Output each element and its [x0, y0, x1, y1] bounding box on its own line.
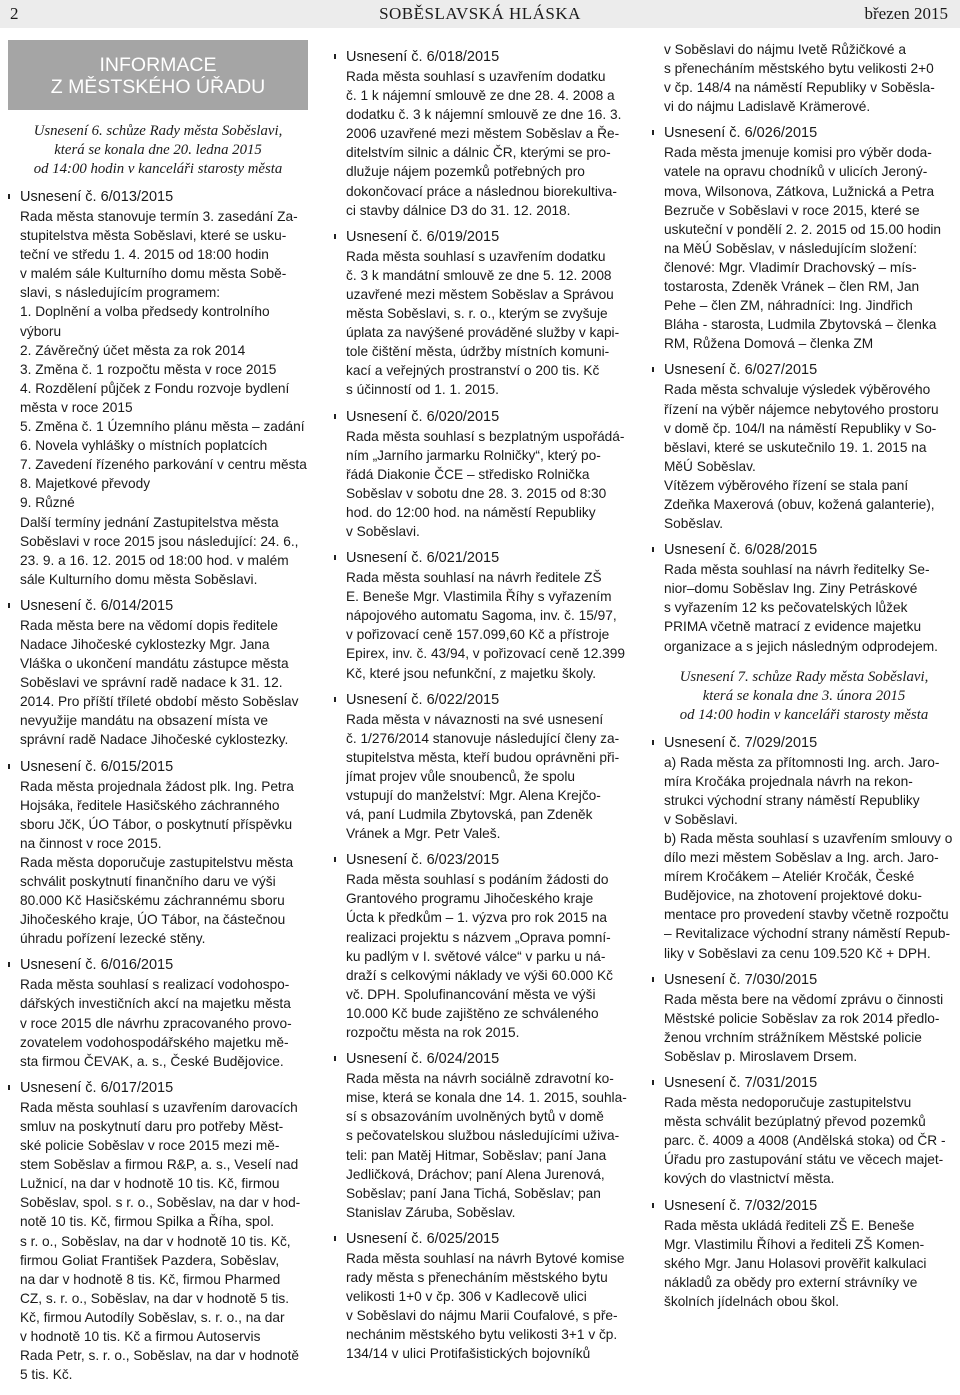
resolution-heading: Usnesení č. 6/028/2015 — [652, 541, 956, 560]
text-line: kových do vlastnictví města. — [664, 1171, 835, 1187]
text-line: Rada města nedoporučuje zastupitelstvu — [664, 1095, 912, 1111]
text-line: Jedličková, Dráchov; paní Alena Jurenová, — [346, 1166, 605, 1182]
text-line: Rada města bere na vědomí dopis ředitele — [20, 617, 278, 633]
text-line: Bezruče v Soběslavi v roce 2015, které se — [664, 202, 920, 218]
column-2 — [334, 40, 634, 1390]
text-line: Kč, které jsou nefunkční, z majetku školy. — [346, 665, 597, 681]
text-line: sále Kulturního domu města Soběslavi. — [20, 571, 258, 587]
text-line: 4. Rozdělení půjček z Fondu rozvoje bydlení — [20, 380, 290, 396]
text-line: 2014. Pro příští tříleté období město Soběslav — [20, 694, 299, 710]
text-line: Soběslav. — [664, 516, 724, 532]
text-line: tostarosta, Zdeněk Vránek – člen RM, Jan — [664, 279, 920, 295]
text-line: Bláha - starosta, Ludmila Zbytovská – členka — [664, 317, 937, 333]
text-line: dodatku č. 3 k nájemní smlouvě ze dne 16. 3. — [346, 107, 622, 123]
text-line: slavi, s následujícím programem: — [20, 285, 221, 301]
text-line: v hodnotě 10 tis. Kč a firmou Autoservis — [20, 1328, 261, 1344]
text-line: stupitelstva města Soběslavi, které se usku- — [20, 228, 287, 244]
text-line: Stanislav Záruba, Soběslav. — [346, 1204, 516, 1220]
resolution-text — [652, 560, 956, 655]
resolution-heading: Usnesení č. 6/021/2015 — [334, 549, 634, 568]
text-line: členové: Mgr. Vladimír Drachovský – mís- — [664, 259, 917, 275]
text-line: Kč, firmou Autodíly Soběslav, s. r. o., na dar — [20, 1309, 285, 1325]
text-line: míra Kročáka projednala návrh na rekon- — [664, 773, 913, 789]
text-line: Soběslav v sobotu dne 28. 3. 2015 od 8:30 — [346, 485, 607, 501]
resolution-text — [334, 870, 634, 1042]
text-line: uskuteční v pondělí 2. 2. 2015 od 15.00 hodin — [664, 221, 942, 237]
text-line: 10.000 Kč bude zajištěno ze schváleného — [346, 1005, 599, 1021]
text-line: nevyužije mandátu na obsazení místa ve — [20, 713, 269, 729]
text-line: uzavřené mezi městem Soběslav a Správou — [346, 286, 614, 302]
text-line: Rada města na návrh sociálně zdravotní ko- — [346, 1071, 614, 1087]
text-line: MěÚ Soběslav. — [664, 458, 756, 474]
text-line: ku padlým v I. světové válce“ v parku u ná- — [346, 948, 606, 964]
resolution-heading: Usnesení č. 7/029/2015 — [652, 734, 956, 753]
text-line: s pečovatelskou službou následujícími uživa- — [346, 1128, 620, 1144]
text-line: Rada města souhlasí s bezplatným uspořádá- — [346, 428, 625, 444]
text-line: E. Beneše Mgr. Vlastimila Říhy s vyřazením — [346, 589, 612, 605]
section-banner — [8, 40, 308, 110]
text-line: Rada města souhlasí s podáním žádosti do — [346, 872, 609, 888]
text-line: Městské policie Soběslav za rok 2014 předlo- — [664, 1010, 940, 1026]
text-line: 134/14 v ulici Protifašistických bojovníků — [346, 1346, 591, 1362]
text-line: liky v Soběslavi za cenu 109.520 Kč + DPH. — [664, 945, 931, 961]
text-line: nákladů za obědy pro externí strávníky ve — [664, 1274, 918, 1290]
text-line: Soběslav p. Miroslavem Drsem. — [664, 1048, 858, 1064]
text-line: dářských investičních akcí na majetku města — [20, 996, 291, 1012]
text-line: s vyřazením 12 ks pečovatelských lůžek — [664, 600, 908, 616]
banner-line-2: Z MĚSTSKÉHO ÚŘADU — [50, 76, 266, 98]
text-line: Rada města doporučuje zastupitelstvu města — [20, 854, 294, 870]
text-line: – Revitalizace východní strany náměstí Repub- — [664, 926, 951, 942]
text-line: PRIMA včetně matrací z evidence majetku — [664, 619, 922, 635]
text-line: Rada města souhlasí s realizací vodohospo- — [20, 977, 290, 993]
text-line: 9. Různé — [20, 495, 75, 511]
text-line: správní radě Nadace Jihočeské cyklostezky. — [20, 732, 289, 748]
text-line: 5. Změna č. 1 Územního plánu města – zadání — [20, 419, 305, 435]
text-line: Úcta k předkům – 1. výzva pro rok 2015 na — [346, 910, 607, 926]
resolution-text — [652, 753, 956, 963]
resolution-text — [652, 990, 956, 1066]
text-line: Hojsáka, ředitele Hasičského záchranného — [20, 797, 280, 813]
resolution-text — [334, 247, 634, 400]
resolution-text — [8, 1098, 308, 1384]
text-line: od 14:00 hodin v kanceláři starosty města — [33, 161, 283, 177]
text-line: v čp. 148/4 na náměstí Republiky v Soběsla- — [664, 80, 935, 96]
resolution-text — [652, 40, 956, 116]
resolution-text — [334, 710, 634, 844]
text-line: Rada města v návaznosti na své usnesení — [346, 711, 604, 727]
text-line: realizaci projektu s názvem „Oprava pomní- — [346, 929, 611, 945]
resolution-text — [8, 777, 308, 949]
text-line: Další termíny jednání Zastupitelstva města — [20, 514, 279, 530]
resolution-text — [652, 380, 956, 533]
text-line: vstupují do manželství: Mgr. Alena Krejčo- — [346, 788, 601, 803]
text-line: Soběslav, spol. s r. o., Soběslav, na dar v hod- — [20, 1195, 301, 1211]
text-line: rozpočtu města na rok 2015. — [346, 1025, 520, 1041]
newspaper-title: SOBĚSLAVSKÁ HLÁSKA — [379, 4, 581, 23]
text-line: v Soběslavi do nájmu Ivetě Růžičkové a — [664, 42, 906, 57]
resolution-heading: Usnesení č. 6/027/2015 — [652, 361, 956, 380]
text-line: s účinností od 1. 1. 2015. — [346, 382, 499, 398]
meeting-title — [8, 122, 308, 179]
text-line: mise, která se konala dne 14. 1. 2015, souhla- — [346, 1090, 627, 1106]
text-line: úhradu pořízení lezecké stěny. — [20, 931, 206, 947]
text-line: draží s celkovými náklady ve výši 60.000 Kč — [346, 967, 614, 983]
text-line: schválit poskytnutí finančního daru ve výši — [20, 874, 276, 889]
text-line: ním „Jarního jarmarku Rolničky“, který po- — [346, 447, 601, 463]
resolution-text — [334, 1069, 634, 1222]
text-line: 23. 9. a 16. 12. 2015 od 18:00 hod. v malém — [20, 552, 289, 568]
text-line: s přenecháním městského bytu velikosti 2+0 — [664, 61, 934, 77]
text-line: sboru JčK, ÚO Tábor, o poskytnutí příspěvku — [20, 816, 293, 832]
text-line: dokončovací práce a následnou biorekultiva- — [346, 183, 617, 199]
text-line: od 14:00 hodin v kanceláři starosty města — [679, 706, 929, 723]
resolution-text — [652, 1093, 956, 1188]
resolution-heading: Usnesení č. 6/015/2015 — [8, 758, 308, 777]
text-line: Usnesení 6. schůze Rady města Soběslavi, — [33, 123, 283, 139]
resolution-heading: Usnesení č. 6/023/2015 — [334, 851, 634, 870]
page-header — [0, 0, 960, 28]
column-1 — [8, 40, 308, 1390]
text-line: Rada města bere na vědomí zprávu o činnosti — [664, 991, 944, 1007]
text-line: Budějovice, na zhotovení projektové doku- — [664, 888, 922, 904]
text-line: ského Mgr. Janu Holasovi prověřit kalkulaci — [664, 1255, 927, 1271]
text-line: dlužuje nájem pozemků potřebných pro — [346, 164, 585, 180]
resolution-text — [652, 143, 956, 353]
text-line: Soběslav; paní Jana Tichá, Soběslav; pan — [346, 1185, 601, 1201]
text-line: Úřadu pro zastupování státu ve věcech majet- — [664, 1152, 944, 1168]
text-line: 80.000 Kč Hasičskému záchrannému sboru — [20, 893, 285, 909]
text-line: b) Rada města souhlasí s uzavřením smlouvy o — [664, 831, 953, 846]
text-line: zovatelem vodohospodářského majetku mě- — [20, 1034, 289, 1050]
text-line: města Soběslavi, s. r. o., kterým se zvyšuje — [346, 306, 608, 322]
text-line: ci stavby dálnice D3 do 31. 12. 2018. — [346, 202, 571, 218]
text-line: vá, paní Ludmila Zbytovská, pan Zdeněk — [346, 807, 593, 823]
text-line: organizace a s jejich následným odprodejem. — [664, 638, 938, 654]
resolution-heading: Usnesení č. 6/019/2015 — [334, 228, 634, 247]
meeting-title — [652, 668, 956, 725]
resolution-heading: Usnesení č. 6/022/2015 — [334, 691, 634, 710]
text-line: Epirex, inv. č. 43/94, v pořizovací ceně 12.399 — [346, 646, 625, 662]
text-line: č. 1/276/2014 stanovuje následující členy za- — [346, 730, 620, 746]
resolution-heading: Usnesení č. 6/017/2015 — [8, 1079, 308, 1098]
issue-date: březen 2015 — [864, 4, 948, 23]
text-line: v Soběslavi. — [346, 523, 420, 539]
text-line: smluv na poskytnutí daru pro potřeby Měst- — [20, 1118, 284, 1134]
text-line: Rada města ukládá řediteli ZŠ E. Beneše — [664, 1217, 915, 1233]
text-line: úplata za navýšené prováděné služby v kapi- — [346, 325, 620, 341]
text-line: na MěÚ Soběslav, v následujícím složení: — [664, 240, 918, 256]
text-line: Soběslavi v roce 2015 jsou následující: 24. 6., — [20, 533, 299, 549]
resolution-heading: Usnesení č. 6/018/2015 — [334, 48, 634, 67]
text-line: Rada města souhlasí s uzavřením dodatku — [346, 248, 606, 264]
text-line: a) Rada města za přítomnosti Ing. arch. Jaro- — [664, 754, 940, 770]
text-line: Rada města souhlasí na návrh Bytové komise — [346, 1250, 625, 1266]
text-line: 6. Novela vyhlášky o místních poplatcích — [20, 438, 268, 454]
text-line: Rada města souhlasí s uzavřením darovacích — [20, 1099, 298, 1115]
resolution-text — [8, 975, 308, 1070]
text-line: dílo mezi městem Soběslav a Ing. arch. Jaro- — [664, 850, 939, 866]
text-line: města schválit bezúplatný převod pozemků — [664, 1114, 926, 1130]
text-line: Rada města jmenuje komisi pro výběr doda- — [664, 145, 932, 161]
text-line: v Soběslavi. — [664, 811, 738, 827]
text-line: řádá Diakonie ČCE – středisko Rolnička — [346, 466, 590, 482]
resolution-heading: Usnesení č. 6/014/2015 — [8, 597, 308, 616]
text-line: Zdeňka Maxerová (obuv, kožená galanterie), — [664, 496, 935, 512]
text-line: notě 10 tis. Kč, firmou Spilka a Říha, spol. — [20, 1214, 275, 1230]
text-line: ské policie Soběslav v roce 2015 mezi mě- — [20, 1138, 280, 1154]
text-line: rady města s přenecháním městského bytu — [346, 1269, 608, 1285]
resolution-text — [334, 427, 634, 542]
text-line: Rada Petr, s. r. o., Soběslav, na dar v hodnotě — [20, 1348, 299, 1364]
resolution-heading: Usnesení č. 6/024/2015 — [334, 1050, 634, 1069]
text-line: vatele na opravu chodníků v ulicích Jeroný- — [664, 164, 928, 180]
text-line: teli: pan Matěj Hitmar, Soběslav; paní Jana — [346, 1147, 607, 1163]
text-line: běslavi, které se uskutečnilo 19. 1. 2015 na — [664, 439, 927, 455]
text-line: ženou vrchním strážníkem Městské policie — [664, 1029, 922, 1045]
text-line: která se konala dne 20. ledna 2015 — [54, 142, 262, 158]
text-line: mírem Kročákem – Ateliér Kročák, České — [664, 869, 915, 885]
text-line: Lužnicí, na dar v hodnotě 10 tis. Kč, firmou — [20, 1176, 280, 1192]
text-line: mova, Wilsonova, Zátkova, Lužnická a Petra — [664, 183, 935, 199]
text-line: mentace pro provedení stavby včetně rozpočtu — [664, 907, 949, 923]
text-line: firmou Goliat František Pazdera, Soběslav, — [20, 1252, 280, 1268]
text-line: v Soběslavi do nájmu Marii Coufalové, s pře- — [346, 1308, 618, 1324]
text-line: v roce 2015 dle návrhu zpracovaného provo- — [20, 1015, 292, 1031]
text-line: velikosti 1+0 v čp. 306 v Kadlecově ulici — [346, 1289, 587, 1305]
text-line: Soběslavi ve správní radě nadace k 31. 12. — [20, 675, 283, 691]
text-line: Jihočeského kraje, ÚO Tábor, na částečnou — [20, 912, 286, 928]
text-line: Pehe – člen ZM, náhradníci: Ing. Jindřich — [664, 298, 913, 314]
text-line: 2006 uzavřené mezi městem Soběslav a Ře- — [346, 126, 620, 142]
text-line: sta firmou ČEVAK, a. s., České Budějovice. — [20, 1053, 284, 1069]
text-line: výboru — [20, 323, 62, 339]
text-line: 7. Zavedení řízeného parkování v centru města — [20, 457, 307, 473]
resolution-heading: Usnesení č. 6/016/2015 — [8, 956, 308, 975]
text-line: která se konala dne 3. února 2015 — [702, 687, 906, 704]
text-line: s r. o., Soběslav, na dar v hodnotě 10 tis. Kč, — [20, 1233, 291, 1249]
resolution-text — [334, 67, 634, 220]
text-line: sí s obsazováním uvolněných bytů v domě — [346, 1109, 604, 1125]
text-line: Vránek a Mgr. Petr Valeš. — [346, 826, 501, 842]
page-number: 2 — [10, 4, 19, 23]
text-line: v pořizovací ceně 157.099,60 Kč a přístroje — [346, 627, 610, 643]
text-line: jímat projev vůle snoubenců, že spolu — [346, 768, 576, 784]
resolution-text — [8, 207, 308, 589]
resolution-text — [652, 1216, 956, 1311]
text-line: Rada města souhlasí na návrh ředitele ZŠ — [346, 570, 602, 586]
text-line: Rada města souhlasí na návrh ředitelky Se- — [664, 562, 930, 578]
resolution-heading: Usnesení č. 7/031/2015 — [652, 1074, 956, 1093]
column-3 — [652, 40, 956, 1390]
text-line: teční ve středu 1. 4. 2015 od 18:00 hodin — [20, 247, 269, 263]
resolution-heading: Usnesení č. 6/025/2015 — [334, 1230, 634, 1249]
text-line: č. 1 k nájemní smlouvě ze dne 28. 4. 2008 a — [346, 88, 615, 104]
text-line: tole čištění města, údržby místních komuni- — [346, 344, 610, 360]
text-line: stem Soběslav a firmou R&P, a. s., Veselí nad — [20, 1157, 299, 1173]
text-line: města v roce 2015 — [20, 399, 133, 415]
resolution-heading: Usnesení č. 7/032/2015 — [652, 1197, 956, 1216]
text-line: 8. Majetkové převody — [20, 476, 151, 492]
text-line: 5 tis. Kč. — [20, 1367, 73, 1383]
text-line: 3. Změna č. 1 rozpočtu města v roce 2015 — [20, 361, 277, 377]
text-line: 1. Doplnění a volba předsedy kontrolního — [20, 304, 270, 320]
text-line: v malém sále Kulturního domu města Sobě- — [20, 266, 287, 282]
text-line: parc. č. 4009 a 4008 (Andělská stoka) od ČR - — [664, 1133, 946, 1149]
text-line: č. 3 k mandátní smlouvě ze dne 5. 12. 2008 — [346, 267, 612, 283]
text-line: Rada města stanovuje termín 3. zasedání Za- — [20, 209, 298, 224]
text-line: nápojového automatu Sagoma, inv. č. 15/97, — [346, 608, 617, 624]
text-line: na činnost v roce 2015. — [20, 835, 162, 851]
text-line: na dar v hodnotě 8 tis. Kč, firmou Pharmed — [20, 1271, 281, 1287]
text-line: ditelstvím silnic a dálnic ČR, kterými se pro- — [346, 145, 611, 161]
resolution-text — [334, 1249, 634, 1364]
text-line: v domě čp. 104/I na náměstí Republiky v So- — [664, 420, 937, 436]
text-line: Nadace Jihočeské cyklostezky Mgr. Jana — [20, 636, 270, 652]
text-line: Rada města projednala žádost plk. Ing. Petra — [20, 778, 294, 794]
text-line: hod. do 12:00 hod. na náměstí Republiky — [346, 504, 596, 520]
text-line: Vláška o ukončení mandátu zástupce města — [20, 656, 289, 672]
text-line: Grantového programu Jihočeského kraje — [346, 891, 594, 907]
text-line: strukci východní strany náměstí Republiky — [664, 792, 920, 808]
text-line: stupitelstva města, kteří budou oprávněni při- — [346, 749, 620, 765]
text-line: nior–domu Soběslav Ing. Ziny Petráskové — [664, 581, 918, 597]
text-line: Rada města schvaluje výsledek výběrového — [664, 382, 931, 398]
resolution-text — [334, 568, 634, 683]
text-line: vč. DPH. Spolufinancování města ve výši — [346, 986, 596, 1002]
text-line: CZ, s. r. o., Soběslav, na dar v hodnotě 5 tis. — [20, 1290, 290, 1306]
text-line: 2. Závěrečný účet města za rok 2014 — [20, 342, 246, 358]
text-line: řízení na výběr nájemce nebytového prostoru — [664, 401, 939, 417]
resolution-heading: Usnesení č. 6/013/2015 — [8, 188, 308, 207]
text-line: kací a veřejných prostranství o 200 tis. Kč — [346, 363, 600, 379]
resolution-text — [8, 616, 308, 750]
text-line: RM, Růžena Domová – členka ZM — [664, 336, 874, 352]
text-line: Rada města souhlasí s uzavřením dodatku — [346, 69, 606, 84]
text-line: školních jídelnách obou škol. — [664, 1293, 840, 1309]
text-line: vi do nájmu Ladislavě Krämerové. — [664, 99, 871, 115]
resolution-heading: Usnesení č. 7/030/2015 — [652, 971, 956, 990]
text-line: Usnesení 7. schůze Rady města Soběslavi, — [679, 668, 929, 685]
text-line: Mgr. Vlastimilu Říhovi a řediteli ZŠ Komen- — [664, 1236, 925, 1252]
text-line: Vítězem výběrového řízení se stala paní — [664, 477, 909, 493]
banner-line-1: INFORMACE — [99, 54, 217, 76]
resolution-heading: Usnesení č. 6/026/2015 — [652, 124, 956, 143]
resolution-heading: Usnesení č. 6/020/2015 — [334, 408, 634, 427]
text-line: nechánim městského bytu velikosti 3+1 v čp. — [346, 1327, 618, 1343]
